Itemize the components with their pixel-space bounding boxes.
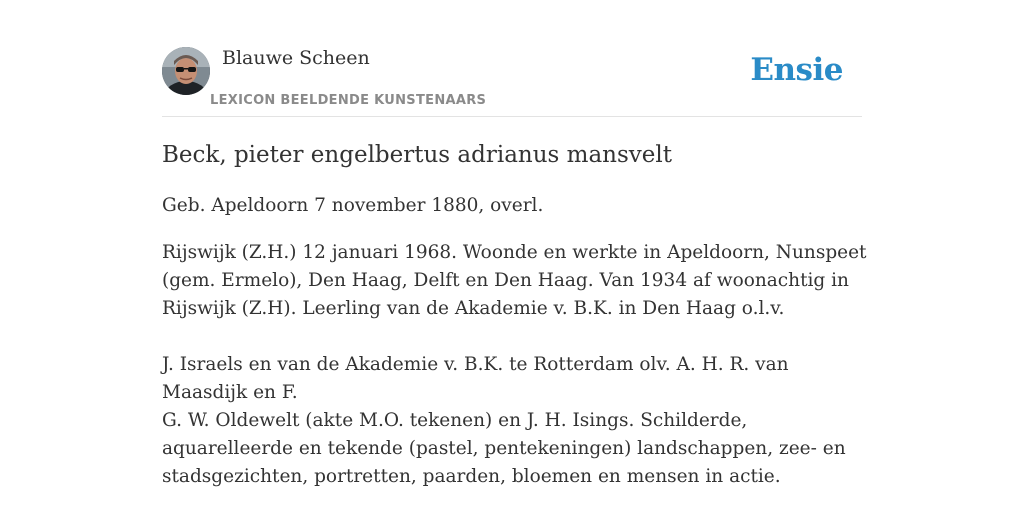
avatar[interactable] — [162, 47, 210, 95]
article-paragraph: J. Israels en van de Akademie v. B.K. te Rotterdam olv. A. H. R. van Maasdijk en F. — [162, 354, 789, 403]
collection-label[interactable]: LEXICON BEELDENDE KUNSTENAARS — [210, 93, 487, 108]
article-paragraph: Rijswijk (Z.H.) 12 januari 1968. Woonde en werkte in Apeldoorn, Nunspeet (gem. Ermelo), Den Haag, Delft en Den Haag. Van 1934 af woonachtig in Rijswijk (Z.H). Leerling van de Akademie v. B.K. in Den Haag o.l.v. — [162, 242, 867, 319]
article-header — [162, 46, 862, 117]
article-title: Beck, pieter engelbertus adrianus mansvelt — [162, 142, 672, 168]
avatar-photo — [162, 47, 210, 95]
brand-logo[interactable]: Ensie — [750, 52, 843, 88]
article-paragraph: G. W. Oldewelt (akte M.O. tekenen) en J. H. Isings. Schilderde, aquarelleerde en tekende (pastel, pentekeningen) landschappen, zee- en stadsgezichten, portretten, paarden, bloemen en mensen in actie. — [162, 410, 846, 487]
author-name[interactable]: Blauwe Scheen — [222, 47, 370, 69]
article-paragraph: Geb. Apeldoorn 7 november 1880, overl. — [162, 195, 544, 216]
